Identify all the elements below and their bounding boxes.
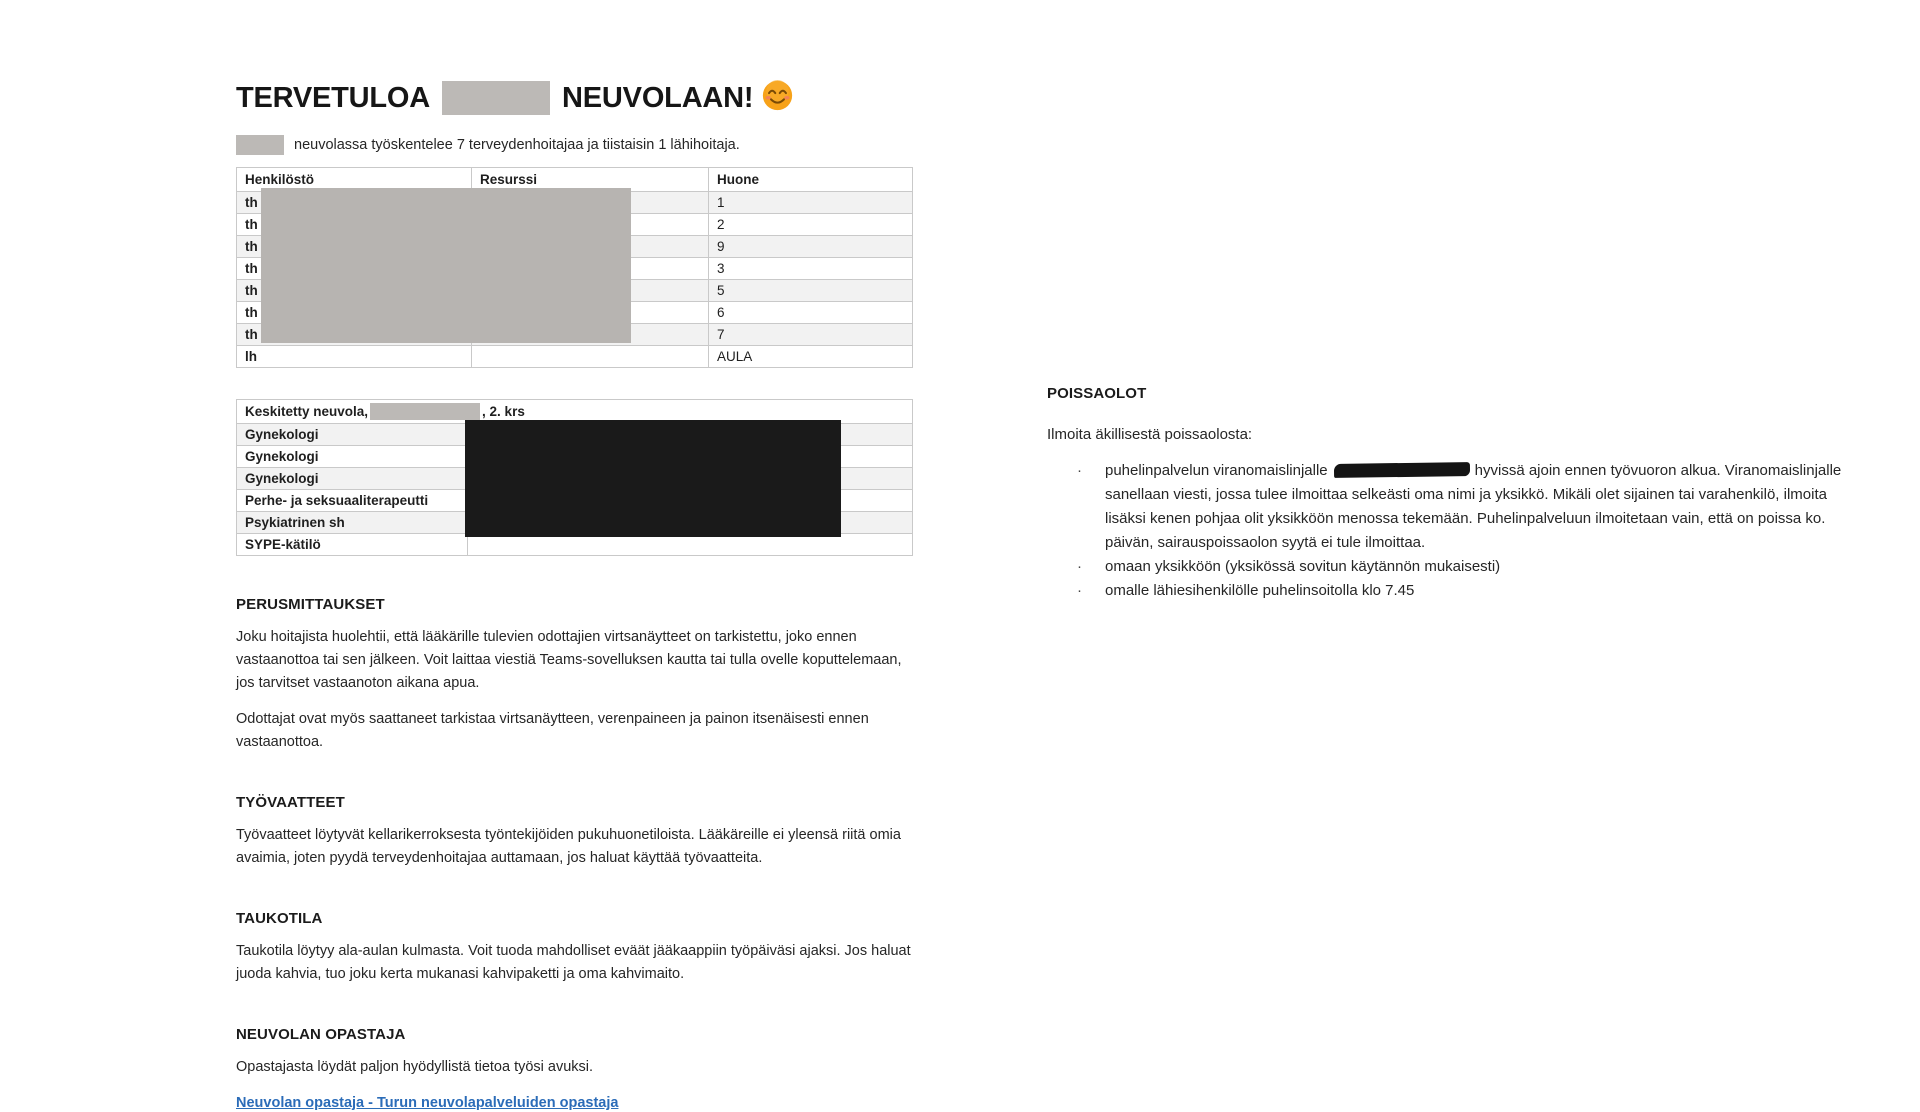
redaction-black-phone <box>1334 462 1470 478</box>
paragraph: Joku hoitajista huolehtii, että lääkärille tulevien odottajien virtsanäytteet on tarkistettu, joko ennen vastaanottoa tai sen jälkeen. Voit laittaa viestiä Teams-sovelluksen kautta tai tulla ovelle koputtelemaan, jos tarvitset vastaanoton aikana apua. <box>236 629 902 691</box>
resource-cell <box>472 346 709 368</box>
table-row <box>237 346 913 368</box>
absences-intro: Ilmoita äkillisestä poissaolosta: <box>1047 426 1253 443</box>
col-header-huone: Huone <box>709 168 913 192</box>
room-cell: 2 <box>709 214 913 236</box>
section-heading-poissaolot: POISSAOLOT <box>1047 385 1147 402</box>
specialist-cell: Gynekologi <box>237 468 468 490</box>
section-heading-perusmittaukset: PERUSMITTAUKSET <box>236 596 385 613</box>
paragraph: Opastajasta löydät paljon hyödyllistä tietoa työsi avuksi. <box>236 1059 594 1075</box>
absences-column <box>1047 385 1859 603</box>
col-header-henkilosto: Henkilöstö <box>237 168 472 192</box>
absences-list <box>1047 459 1859 603</box>
role-cell: th <box>237 302 472 324</box>
redaction-gray-intro <box>236 135 284 155</box>
redaction-gray-address <box>370 403 480 420</box>
title-post: NEUVOLAAN! <box>562 81 754 114</box>
room-cell: 6 <box>709 302 913 324</box>
specialist-cell: SYPE-kätilö <box>237 534 468 556</box>
central-table-title: Keskitetty neuvola, , 2. krs <box>237 400 913 424</box>
room-cell: 9 <box>709 236 913 258</box>
role-cell: lh <box>237 346 472 368</box>
room-cell: 1 <box>709 192 913 214</box>
role-cell: th <box>237 236 472 258</box>
bullet-icon: · <box>1077 462 1082 479</box>
redaction-gray-title <box>442 81 550 115</box>
document-main-column <box>236 78 912 1112</box>
bullet-icon: · <box>1077 558 1082 575</box>
col-header-resurssi: Resurssi <box>472 168 709 192</box>
redaction-gray-names <box>261 188 631 343</box>
specialist-cell: Gynekologi <box>237 446 468 468</box>
role-cell: th <box>237 192 472 214</box>
smiling-face-emoji-icon <box>762 80 793 116</box>
specialist-cell: Gynekologi <box>237 424 468 446</box>
intro-line <box>236 135 912 155</box>
list-item <box>1077 579 1859 603</box>
role-cell: th <box>237 324 472 346</box>
paragraph: Taukotila löytyy ala-aulan kulmasta. Voit tuoda mahdolliset eväät jääkaappiin työpäiväsi ajaksi. Jos haluat juoda kahvia, tuo joku kerta mukanasi kahvipaketti ja oma kahvimaito. <box>236 943 911 982</box>
section-heading-taukotila: TAUKOTILA <box>236 910 323 927</box>
list-item <box>1077 555 1859 579</box>
section-heading-neuvolan-opastaja: NEUVOLAN OPASTAJA <box>236 1026 406 1043</box>
role-cell: th <box>237 214 472 236</box>
paragraph: Odottajat ovat myös saattaneet tarkistaa virtsanäytteen, verenpaineen ja painon itsenäisesti ennen vastaanottoa. <box>236 711 869 750</box>
bullet-text: omalle lähiesihenkilölle puhelinsoitolla klo 7.45 <box>1105 582 1415 599</box>
bullet-text: omaan yksikköön (yksikössä sovitun käytännön mukaisesti) <box>1105 558 1501 575</box>
title-pre: TERVETULOA <box>236 81 431 114</box>
role-cell: th <box>237 258 472 280</box>
bullet-icon: · <box>1077 582 1082 599</box>
staff-table-wrap <box>236 167 912 368</box>
opastaja-link[interactable]: Neuvolan opastaja - Turun neuvolapalveluiden opastaja <box>236 1095 619 1111</box>
room-cell: 5 <box>709 280 913 302</box>
paragraph: Työvaatteet löytyvät kellarikerroksesta työntekijöiden pukuhuonetiloista. Lääkäreille ei yleensä riitä omia avaimia, joten pyydä terveydenhoitajaa auttamaan, jos haluat käyttää työvaatteita. <box>236 827 901 866</box>
room-cell: 3 <box>709 258 913 280</box>
specialist-cell: Perhe- ja seksuaaliterapeutti <box>237 490 468 512</box>
bullet-text-pre: puhelinpalvelun viranomaislinjalle <box>1105 462 1328 479</box>
section-heading-tyovaatteet: TYÖVAATTEET <box>236 794 345 811</box>
room-cell: 7 <box>709 324 913 346</box>
intro-text: neuvolassa työskentelee 7 terveydenhoitajaa ja tiistaisin 1 lähihoitaja. <box>294 137 740 153</box>
room-cell: AULA <box>709 346 913 368</box>
redaction-black-schedule <box>465 420 841 537</box>
list-item <box>1077 459 1859 555</box>
specialist-cell: Psykiatrinen sh <box>237 512 468 534</box>
doc-title <box>236 78 912 118</box>
role-cell: th <box>237 280 472 302</box>
central-clinic-table-wrap <box>236 399 912 556</box>
bullet-text-post: hyvissä ajoin ennen työvuoron alkua. Viranomaislinjalle sanellaan viesti, jossa tulee ilmoittaa selkeästi oma nimi ja yksikkö. Mikäli olet sijainen tai varahenkilö, ilmoita lisäksi kenen pohjaa olit yksikköön menossa tekemään. Puhelinpalveluun ilmoitetaan vain, että on poissa ko. päivän, sairauspoissaolon syytä ei tule ilmoittaa. <box>1105 462 1842 551</box>
